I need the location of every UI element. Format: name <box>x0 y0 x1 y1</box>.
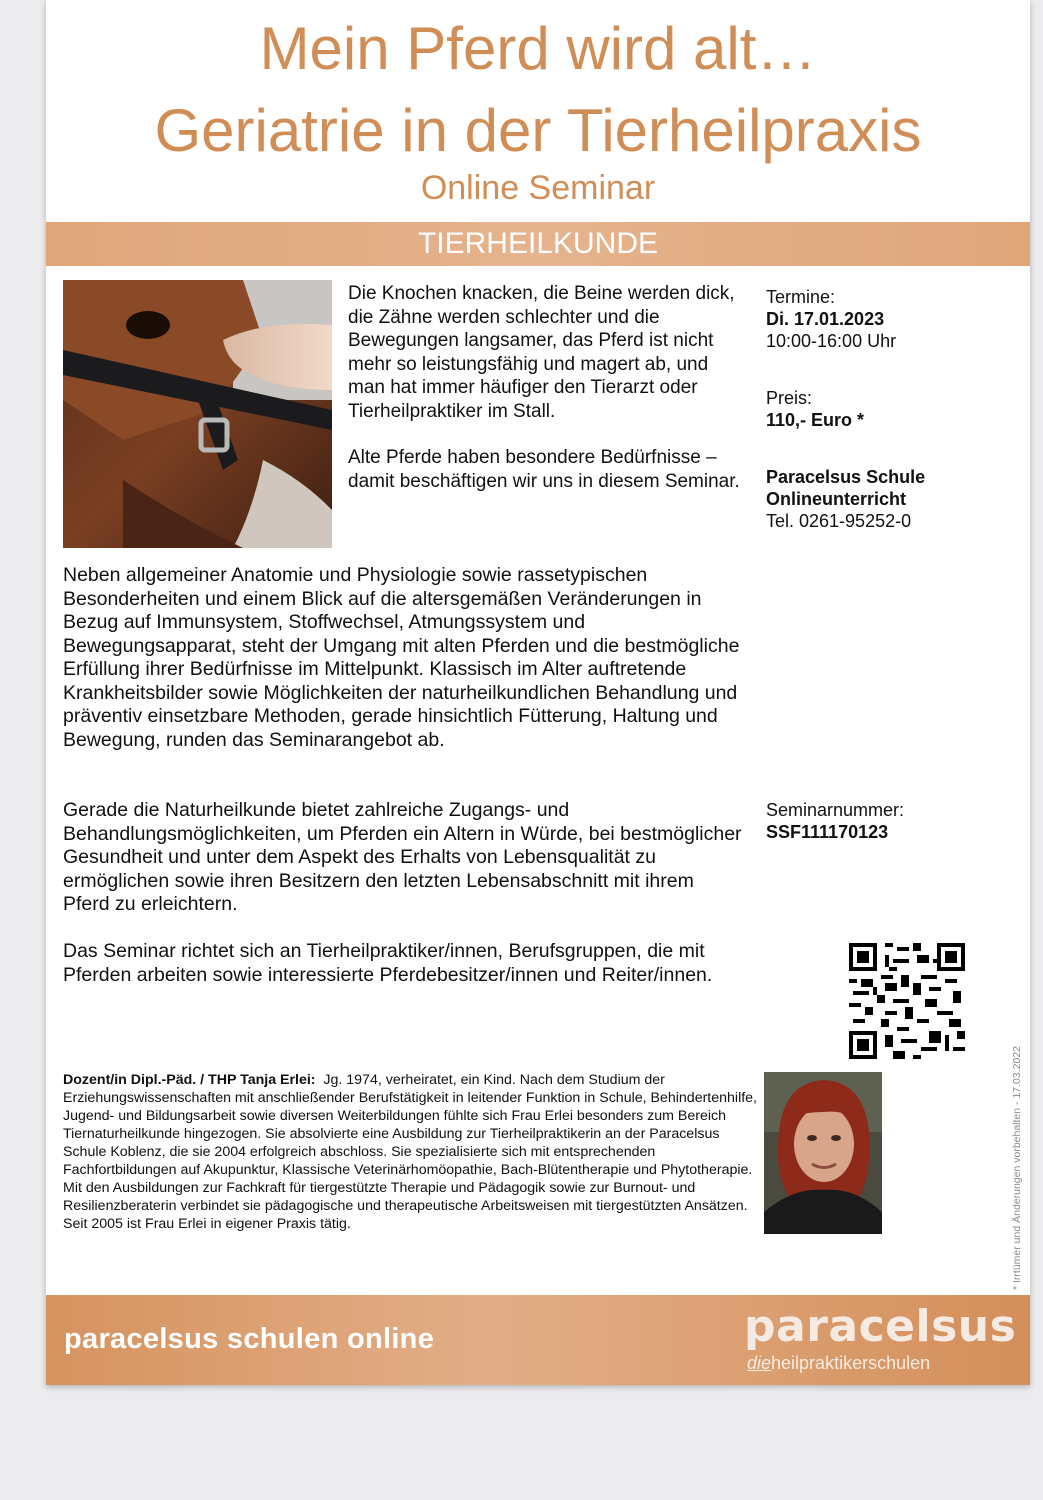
school-mode: Onlineunterricht <box>766 489 907 509</box>
logo-sub-text: heilpraktikerschulen <box>771 1353 931 1373</box>
body-paragraph-2 <box>63 799 743 917</box>
body-paragraph-2-text: Gerade die Naturheilkunde bietet zahlreiche Zugangs- und Behandlungsmöglichkeiten, um Pferden ein Altern in Würde, bei bestmöglicher Gesundheit und unter dem Aspekt des Erhalts von Lebensqualität zu ermöglichen sowie ihren Besitzern den letzten Lebensabschnitt mit ihrem Pferd zu erleichtern. <box>63 799 742 915</box>
qr-code-icon[interactable] <box>849 943 965 1059</box>
category-band: TIERHEILKUNDE <box>46 222 1030 266</box>
intro-paragraph-1: Die Knochen knacken, die Beine werden dick, die Zähne werden schlechter und die Bewegungen langsamer, das Pferd ist nicht mehr so leistungsfähig und magert ab, und man hat immer häufiger den Tierarzt oder Tierheilpraktiker im Stall. <box>348 283 735 422</box>
subtitle: Online Seminar <box>420 169 656 207</box>
seminar-number-label: Seminarnummer: <box>766 800 905 820</box>
intro-paragraph-2: Alte Pferde haben besondere Bedürfnisse – damit beschäftigen wir uns in diesem Seminar. <box>348 447 740 492</box>
seminar-number: SSF111170123 <box>766 822 889 842</box>
body-paragraph-3-text: Das Seminar richtet sich an Tierheilpraktiker/innen, Berufsgruppen, die mit Pferden arbeiten sowie interessierte Pferdebesitzer/innen und Reiter/innen. <box>63 940 713 986</box>
phone-number: Tel. 0261-95252-0 <box>766 511 912 531</box>
price-block <box>766 387 864 431</box>
body-paragraph-1 <box>63 564 743 752</box>
body-paragraph-3 <box>63 940 743 987</box>
seminar-time: 10:00-16:00 Uhr <box>766 331 897 351</box>
logo-subline <box>747 1353 930 1374</box>
horse-photo <box>63 280 332 548</box>
lecturer-label: Dozent/in Dipl.-Päd. / THP Tanja Erlei: <box>63 1072 316 1088</box>
logo-wordmark: paracelsus <box>744 1301 1017 1352</box>
intro-text <box>348 282 743 516</box>
title-line-2: Geriatrie in der Tierheilpraxis <box>154 97 922 164</box>
body-paragraph-1-text: Neben allgemeiner Anatomie und Physiologie sowie rassetypischen Besonderheiten und einem Blick auf die altersgemäßen Veränderungen in Bezug auf Immunsystem, Stoffwechsel, Atmungssystem und Bewegungsapparat, steht der Umgang mit alten Pferden und die bestmögliche Erfüllung ihrer Bedürfnisse im Mittelpunkt. Klassisch im Alter auftretende Krankheitsbilder sowie Möglichkeiten der naturheilkundlichen Behandlung und präventiv einsetzbare Methoden, gerade hinsichtlich Fütterung, Haltung und Bewegung, runden das Seminarangebot ab. <box>63 564 740 751</box>
seminar-number-block <box>766 799 904 843</box>
seminar-date: Di. 17.01.2023 <box>766 309 885 329</box>
lecturer-photo <box>764 1072 882 1234</box>
footer-tagline: paracelsus schulen online <box>64 1323 435 1355</box>
lecturer-bio <box>63 1071 763 1233</box>
paracelsus-logo[interactable] <box>744 1301 1017 1379</box>
logo-die: die <box>747 1353 772 1373</box>
dates-label: Termine: <box>766 287 836 307</box>
dates-block <box>766 286 896 352</box>
disclaimer-note: * Irrtümer und Änderungen vorbehalten - 17.03.2022 <box>1011 1046 1023 1290</box>
price-value: 110,- Euro * <box>766 410 865 430</box>
footer-band <box>46 1295 1030 1385</box>
lecturer-bio-text: Jg. 1974, verheiratet, ein Kind. Nach dem Studium der Erziehungswissenschaften mit anschließender Berufstätigkeit in leitender Funktion in Schule, Behindertenhilfe, Jugend- und Bildungsarbeit sowie diversen Weiterbildungen fühlte sich Frau Erlei besonders zum Bereich Tiernaturheilkunde hingezogen. Sie absolvierte eine Ausbildung zur Tierheilpraktikerin an der Paracelsus Schule Koblenz, die sie 2004 erfolgreich abschloss. Sie spezialisierte sich mit entsprechenden Fachfortbildungen auf Akupunktur, Klassische Veterinärhomöopathie, Bach-Blütentherapie und Phytotherapie. Mit den Ausbildungen zur Fachkraft für tiergestützte Therapie und Pädagogik sowie zur Burnout- und Resilienzberaterin verbindet sie pädagogische und therapeutische Arbeitsweisen mit tiergestützten Ansätzen. Seit 2005 ist Frau Erlei in eigener Praxis tätig. <box>63 1072 757 1232</box>
contact-block <box>766 466 925 532</box>
price-label: Preis: <box>766 388 813 408</box>
school-name: Paracelsus Schule <box>766 467 926 487</box>
flyer-page <box>46 0 1030 1385</box>
title-line-1: Mein Pferd wird alt… <box>259 15 817 82</box>
